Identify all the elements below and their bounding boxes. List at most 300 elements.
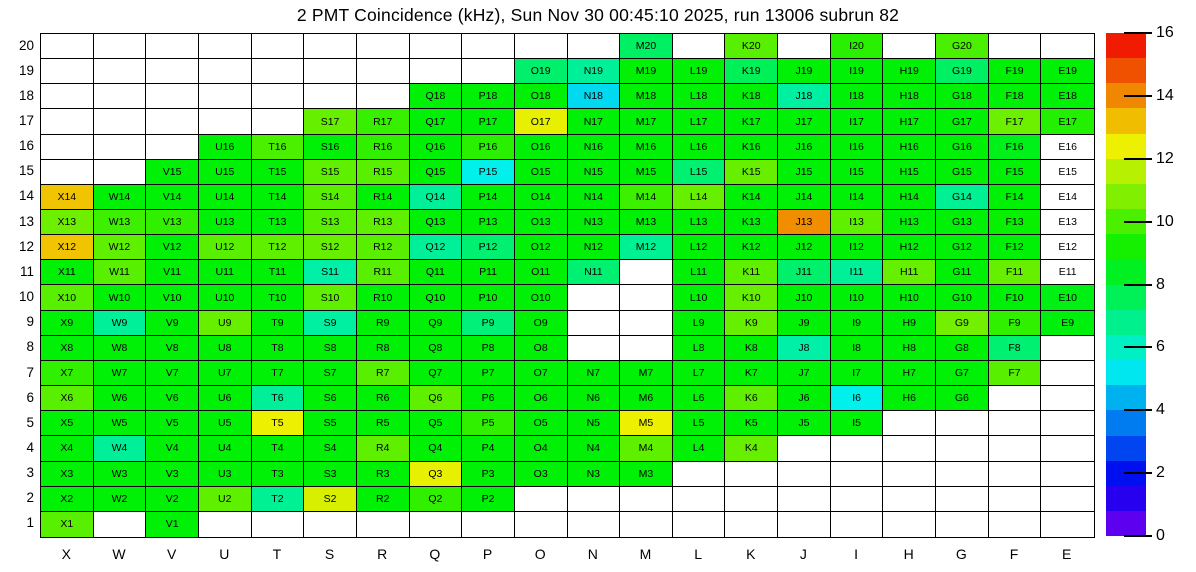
cell-Q9: Q9 (410, 311, 463, 336)
cell-V5: V5 (146, 411, 199, 436)
cell-L5: L5 (673, 411, 726, 436)
cell-O5: O5 (515, 411, 568, 436)
cell-H17: H17 (883, 109, 936, 134)
cell-empty (831, 487, 884, 512)
cell-K18: K18 (725, 84, 778, 109)
colorbar-tick-label: 2 (1156, 464, 1165, 482)
cell-R2: R2 (357, 487, 410, 512)
cell-X10: X10 (41, 285, 94, 310)
cell-U14: U14 (199, 185, 252, 210)
cell-empty (620, 487, 673, 512)
cell-X3: X3 (41, 462, 94, 487)
cell-K15: K15 (725, 160, 778, 185)
cell-W2: W2 (94, 487, 147, 512)
cell-empty (304, 512, 357, 537)
cell-Q12: Q12 (410, 235, 463, 260)
cell-M7: M7 (620, 361, 673, 386)
cell-empty (883, 512, 936, 537)
cell-empty (989, 436, 1042, 461)
cell-empty (936, 411, 989, 436)
cell-V11: V11 (146, 260, 199, 285)
row-label-13: 13 (18, 213, 34, 229)
cell-empty (1041, 436, 1094, 461)
cell-K10: K10 (725, 285, 778, 310)
cell-U6: U6 (199, 386, 252, 411)
cell-empty (357, 84, 410, 109)
cell-N17: N17 (568, 109, 621, 134)
col-label-H: H (903, 546, 914, 562)
cell-W10: W10 (94, 285, 147, 310)
cell-empty (568, 512, 621, 537)
col-label-U: U (219, 546, 230, 562)
cell-T12: T12 (252, 235, 305, 260)
cell-U15: U15 (199, 160, 252, 185)
cell-O13: O13 (515, 210, 568, 235)
cell-empty (462, 512, 515, 537)
cell-N19: N19 (568, 59, 621, 84)
colorbar-tick (1124, 221, 1152, 223)
colorbar-band (1106, 134, 1146, 159)
cell-empty (94, 109, 147, 134)
cell-empty (1041, 361, 1094, 386)
cell-empty (831, 436, 884, 461)
cell-N15: N15 (568, 160, 621, 185)
cell-Q14: Q14 (410, 185, 463, 210)
cell-P9: P9 (462, 311, 515, 336)
cell-O8: O8 (515, 336, 568, 361)
cell-O4: O4 (515, 436, 568, 461)
cell-S13: S13 (304, 210, 357, 235)
cell-empty (989, 487, 1042, 512)
cell-empty (673, 462, 726, 487)
cell-empty (725, 512, 778, 537)
cell-S15: S15 (304, 160, 357, 185)
cell-V7: V7 (146, 361, 199, 386)
col-label-F: F (1009, 546, 1019, 562)
cell-M20: M20 (620, 34, 673, 59)
cell-G6: G6 (936, 386, 989, 411)
cell-J7: J7 (778, 361, 831, 386)
cell-empty (568, 34, 621, 59)
row-label-2: 2 (26, 490, 34, 506)
cell-R15: R15 (357, 160, 410, 185)
cell-E11: E11 (1041, 260, 1094, 285)
cell-R16: R16 (357, 135, 410, 160)
cell-X4: X4 (41, 436, 94, 461)
cell-V1: V1 (146, 512, 199, 537)
cell-empty (989, 462, 1042, 487)
cell-N14: N14 (568, 185, 621, 210)
cell-U8: U8 (199, 336, 252, 361)
cell-V15: V15 (146, 160, 199, 185)
cell-M4: M4 (620, 436, 673, 461)
cell-V9: V9 (146, 311, 199, 336)
cell-X5: X5 (41, 411, 94, 436)
cell-I13: I13 (831, 210, 884, 235)
cell-Q13: Q13 (410, 210, 463, 235)
col-label-N: N (587, 546, 598, 562)
cell-O17: O17 (515, 109, 568, 134)
cell-F8: F8 (989, 336, 1042, 361)
cell-V14: V14 (146, 185, 199, 210)
cell-N4: N4 (568, 436, 621, 461)
cell-empty (1041, 386, 1094, 411)
cell-G15: G15 (936, 160, 989, 185)
cell-H18: H18 (883, 84, 936, 109)
cell-L4: L4 (673, 436, 726, 461)
cell-empty (568, 311, 621, 336)
cell-R17: R17 (357, 109, 410, 134)
cell-E17: E17 (1041, 109, 1094, 134)
cell-T14: T14 (252, 185, 305, 210)
cell-U4: U4 (199, 436, 252, 461)
cell-F12: F12 (989, 235, 1042, 260)
colorbar-tick (1124, 346, 1152, 348)
cell-empty (725, 462, 778, 487)
cell-J11: J11 (778, 260, 831, 285)
cell-G12: G12 (936, 235, 989, 260)
cell-Q3: Q3 (410, 462, 463, 487)
cell-empty (568, 336, 621, 361)
row-label-7: 7 (26, 364, 34, 380)
cell-X13: X13 (41, 210, 94, 235)
cell-W12: W12 (94, 235, 147, 260)
cell-T13: T13 (252, 210, 305, 235)
colorbar-tick (1124, 472, 1152, 474)
cell-R5: R5 (357, 411, 410, 436)
cell-V3: V3 (146, 462, 199, 487)
cell-Q5: Q5 (410, 411, 463, 436)
cell-empty (146, 135, 199, 160)
cell-W3: W3 (94, 462, 147, 487)
cell-empty (462, 34, 515, 59)
cell-empty (199, 59, 252, 84)
cell-Q17: Q17 (410, 109, 463, 134)
colorbar-tick-label: 0 (1156, 527, 1165, 544)
cell-W13: W13 (94, 210, 147, 235)
cell-empty (410, 59, 463, 84)
colorbar-band (1106, 360, 1146, 385)
cell-S16: S16 (304, 135, 357, 160)
colorbar-tick-label: 6 (1156, 338, 1165, 356)
cell-K6: K6 (725, 386, 778, 411)
cell-empty (936, 462, 989, 487)
col-label-J: J (799, 546, 807, 562)
cell-Q7: Q7 (410, 361, 463, 386)
cell-O16: O16 (515, 135, 568, 160)
cell-empty (778, 487, 831, 512)
cell-X7: X7 (41, 361, 94, 386)
cell-P5: P5 (462, 411, 515, 436)
row-label-6: 6 (26, 389, 34, 405)
cell-empty (252, 59, 305, 84)
colorbar-band (1106, 511, 1146, 536)
cell-empty (883, 487, 936, 512)
cell-W5: W5 (94, 411, 147, 436)
cell-J16: J16 (778, 135, 831, 160)
row-label-12: 12 (18, 238, 34, 254)
cell-H10: H10 (883, 285, 936, 310)
col-label-W: W (112, 546, 126, 562)
cell-J14: J14 (778, 185, 831, 210)
cell-M16: M16 (620, 135, 673, 160)
cell-W9: W9 (94, 311, 147, 336)
cell-T16: T16 (252, 135, 305, 160)
cell-M3: M3 (620, 462, 673, 487)
cell-P14: P14 (462, 185, 515, 210)
cell-empty (94, 34, 147, 59)
cell-E18: E18 (1041, 84, 1094, 109)
colorbar-tick-label: 4 (1156, 401, 1165, 419)
cell-I17: I17 (831, 109, 884, 134)
colorbar-tick-label: 12 (1156, 149, 1174, 167)
cell-M15: M15 (620, 160, 673, 185)
cell-P3: P3 (462, 462, 515, 487)
cell-I10: I10 (831, 285, 884, 310)
cell-J17: J17 (778, 109, 831, 134)
cell-I19: I19 (831, 59, 884, 84)
cell-H15: H15 (883, 160, 936, 185)
cell-O7: O7 (515, 361, 568, 386)
cell-F10: F10 (989, 285, 1042, 310)
cell-empty (252, 109, 305, 134)
cell-P15: P15 (462, 160, 515, 185)
chart-title: 2 PMT Coincidence (kHz), Sun Nov 30 00:45:10 2025, run 13006 subrun 82 (296, 5, 900, 25)
cell-K11: K11 (725, 260, 778, 285)
cell-G16: G16 (936, 135, 989, 160)
cell-Q16: Q16 (410, 135, 463, 160)
cell-F16: F16 (989, 135, 1042, 160)
cell-E9: E9 (1041, 311, 1094, 336)
cell-P11: P11 (462, 260, 515, 285)
cell-M6: M6 (620, 386, 673, 411)
cell-empty (1041, 411, 1094, 436)
cell-G7: G7 (936, 361, 989, 386)
cell-S14: S14 (304, 185, 357, 210)
cell-Q18: Q18 (410, 84, 463, 109)
cell-U5: U5 (199, 411, 252, 436)
cell-R12: R12 (357, 235, 410, 260)
cell-J18: J18 (778, 84, 831, 109)
cell-H9: H9 (883, 311, 936, 336)
cell-T15: T15 (252, 160, 305, 185)
col-label-L: L (694, 546, 703, 562)
cell-J9: J9 (778, 311, 831, 336)
cell-empty (883, 34, 936, 59)
cell-H8: H8 (883, 336, 936, 361)
cell-X1: X1 (41, 512, 94, 537)
cell-R7: R7 (357, 361, 410, 386)
row-label-9: 9 (26, 314, 34, 330)
cell-G14: G14 (936, 185, 989, 210)
cell-empty (199, 512, 252, 537)
cell-F9: F9 (989, 311, 1042, 336)
cell-empty (568, 487, 621, 512)
cell-R14: R14 (357, 185, 410, 210)
cell-empty (673, 487, 726, 512)
cell-H12: H12 (883, 235, 936, 260)
colorbar-tick (1124, 535, 1152, 537)
cell-U2: U2 (199, 487, 252, 512)
cell-N7: N7 (568, 361, 621, 386)
row-label-15: 15 (18, 163, 34, 179)
colorbar-band (1106, 285, 1146, 310)
cell-L8: L8 (673, 336, 726, 361)
cell-V2: V2 (146, 487, 199, 512)
cell-F7: F7 (989, 361, 1042, 386)
col-label-R: R (377, 546, 388, 562)
cell-S4: S4 (304, 436, 357, 461)
col-label-P: P (482, 546, 493, 562)
cell-empty (199, 34, 252, 59)
colorbar-band (1106, 259, 1146, 284)
cell-empty (778, 462, 831, 487)
cell-L12: L12 (673, 235, 726, 260)
cell-empty (883, 462, 936, 487)
cell-empty (831, 462, 884, 487)
cell-E15: E15 (1041, 160, 1094, 185)
cell-L7: L7 (673, 361, 726, 386)
cell-O14: O14 (515, 185, 568, 210)
cell-K17: K17 (725, 109, 778, 134)
cell-empty (146, 34, 199, 59)
cell-J15: J15 (778, 160, 831, 185)
cell-empty (304, 59, 357, 84)
cell-empty (94, 59, 147, 84)
cell-T7: T7 (252, 361, 305, 386)
col-label-G: G (955, 546, 967, 562)
cell-T11: T11 (252, 260, 305, 285)
cell-H16: H16 (883, 135, 936, 160)
cell-Q11: Q11 (410, 260, 463, 285)
cell-empty (673, 512, 726, 537)
cell-W4: W4 (94, 436, 147, 461)
row-label-8: 8 (26, 339, 34, 355)
cell-J12: J12 (778, 235, 831, 260)
cell-X11: X11 (41, 260, 94, 285)
cell-L17: L17 (673, 109, 726, 134)
cell-P7: P7 (462, 361, 515, 386)
colorbar-band (1106, 184, 1146, 209)
colorbar-band (1106, 159, 1146, 184)
cell-H6: H6 (883, 386, 936, 411)
cell-S11: S11 (304, 260, 357, 285)
cell-empty (94, 160, 147, 185)
col-label-T: T (272, 546, 282, 562)
cell-empty (620, 336, 673, 361)
cell-H19: H19 (883, 59, 936, 84)
row-label-17: 17 (18, 113, 34, 129)
cell-empty (1041, 512, 1094, 537)
cell-G8: G8 (936, 336, 989, 361)
cell-I14: I14 (831, 185, 884, 210)
cell-M14: M14 (620, 185, 673, 210)
row-label-18: 18 (18, 87, 34, 103)
cell-S17: S17 (304, 109, 357, 134)
colorbar-tick-label: 10 (1156, 212, 1174, 230)
cell-X9: X9 (41, 311, 94, 336)
cell-G11: G11 (936, 260, 989, 285)
cell-K5: K5 (725, 411, 778, 436)
cell-U11: U11 (199, 260, 252, 285)
cell-empty (252, 34, 305, 59)
cell-P4: P4 (462, 436, 515, 461)
cell-empty (620, 512, 673, 537)
cell-L6: L6 (673, 386, 726, 411)
cell-V6: V6 (146, 386, 199, 411)
cell-Q15: Q15 (410, 160, 463, 185)
cell-T4: T4 (252, 436, 305, 461)
cell-K14: K14 (725, 185, 778, 210)
cell-U16: U16 (199, 135, 252, 160)
cell-empty (778, 512, 831, 537)
cell-J6: J6 (778, 386, 831, 411)
cell-O18: O18 (515, 84, 568, 109)
cell-empty (410, 34, 463, 59)
cell-empty (410, 512, 463, 537)
cell-empty (94, 84, 147, 109)
cell-S9: S9 (304, 311, 357, 336)
cell-E19: E19 (1041, 59, 1094, 84)
cell-K12: K12 (725, 235, 778, 260)
cell-I15: I15 (831, 160, 884, 185)
cell-T6: T6 (252, 386, 305, 411)
cell-H11: H11 (883, 260, 936, 285)
row-label-19: 19 (18, 62, 34, 78)
cell-U10: U10 (199, 285, 252, 310)
cell-empty (146, 109, 199, 134)
cell-T2: T2 (252, 487, 305, 512)
colorbar-band (1106, 108, 1146, 133)
cell-I12: I12 (831, 235, 884, 260)
cell-L16: L16 (673, 135, 726, 160)
cell-empty (778, 34, 831, 59)
cell-R13: R13 (357, 210, 410, 235)
cell-P12: P12 (462, 235, 515, 260)
cell-empty (94, 135, 147, 160)
cell-S10: S10 (304, 285, 357, 310)
cell-I16: I16 (831, 135, 884, 160)
cell-S12: S12 (304, 235, 357, 260)
cell-E12: E12 (1041, 235, 1094, 260)
cell-X14: X14 (41, 185, 94, 210)
cell-P16: P16 (462, 135, 515, 160)
row-label-16: 16 (18, 138, 34, 154)
cell-empty (1041, 462, 1094, 487)
cell-O3: O3 (515, 462, 568, 487)
cell-empty (989, 411, 1042, 436)
cell-R3: R3 (357, 462, 410, 487)
cell-R10: R10 (357, 285, 410, 310)
cell-S8: S8 (304, 336, 357, 361)
cell-empty (620, 260, 673, 285)
cell-I20: I20 (831, 34, 884, 59)
cell-J5: J5 (778, 411, 831, 436)
cell-K7: K7 (725, 361, 778, 386)
cell-empty (357, 34, 410, 59)
cell-empty (620, 285, 673, 310)
cell-I7: I7 (831, 361, 884, 386)
cell-V12: V12 (146, 235, 199, 260)
cell-J13: J13 (778, 210, 831, 235)
cell-empty (41, 59, 94, 84)
cell-S2: S2 (304, 487, 357, 512)
cell-S6: S6 (304, 386, 357, 411)
row-label-3: 3 (26, 465, 34, 481)
cell-W6: W6 (94, 386, 147, 411)
cell-empty (1041, 336, 1094, 361)
cell-J19: J19 (778, 59, 831, 84)
